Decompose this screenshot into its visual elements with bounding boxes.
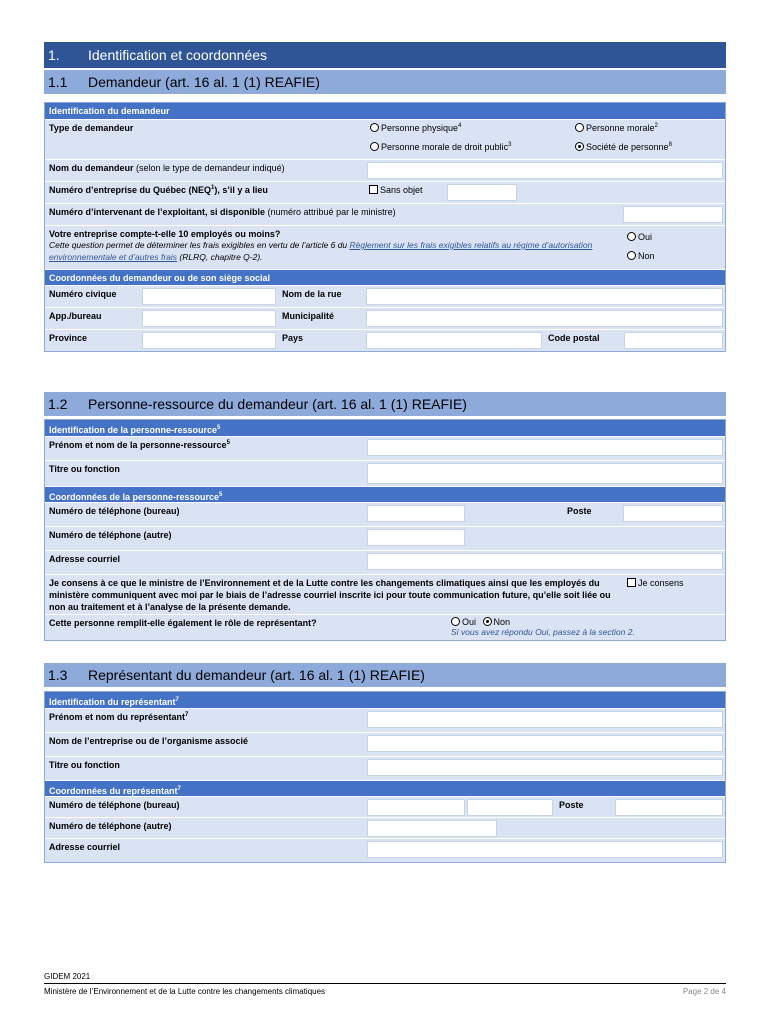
- rep-courriel-row: [45, 838, 725, 862]
- rue-label: Nom de la rue: [282, 289, 342, 299]
- titre-input[interactable]: [367, 463, 723, 484]
- app-input[interactable]: [142, 310, 276, 327]
- tel-autre-input[interactable]: [367, 529, 465, 546]
- section-number: 1.1: [48, 74, 68, 90]
- courriel-label: Adresse courriel: [49, 554, 121, 564]
- municipalite-input[interactable]: [366, 310, 723, 327]
- nom-demandeur-label: Nom du demandeur: [49, 163, 134, 173]
- section-1-1-header: [44, 70, 726, 94]
- radio-icon[interactable]: [451, 617, 460, 626]
- form-code: GIDEM 2021: [44, 972, 91, 981]
- option-personne-morale[interactable]: Personne morale$^2$: [575, 123, 658, 133]
- rep-courriel-label: Adresse courriel: [49, 842, 121, 852]
- section-1-header: [44, 42, 726, 68]
- rep-entreprise-label: Nom de l’entreprise ou de l’organisme associé: [49, 736, 249, 746]
- courriel-input[interactable]: [367, 553, 723, 570]
- titre-label: Titre ou fonction: [49, 464, 120, 474]
- representant-box: [44, 691, 726, 863]
- demandeur-box: [44, 102, 726, 352]
- option-droit-public[interactable]: Personne morale de droit public$^3$: [370, 142, 511, 152]
- table-header: Coordonnées du représentant$^7$: [45, 780, 725, 796]
- intervenant-row: [45, 203, 725, 225]
- option-oui[interactable]: Oui: [627, 228, 721, 247]
- intervenant-label: Numéro d’intervenant de l’exploitant, si disponible: [49, 207, 266, 217]
- intervenant-note: (numéro attribué par le ministre): [265, 207, 396, 217]
- municipalite-label: Municipalité: [282, 311, 335, 321]
- rep-tel-autre-label: Numéro de téléphone (autre): [49, 821, 172, 831]
- rep-tel-autre-input[interactable]: [367, 820, 497, 837]
- titre-row: [45, 460, 725, 486]
- table-header: Identification du demandeur: [45, 103, 725, 119]
- rep-courriel-input[interactable]: [367, 841, 723, 858]
- option-societe-personne[interactable]: Société de personne$^8$: [575, 142, 672, 152]
- radio-selected-icon[interactable]: [575, 142, 584, 151]
- section-title: Demandeur (art. 16 al. 1 (1) REAFIE): [88, 74, 320, 90]
- tel-bureau-row: [45, 502, 725, 526]
- radio-icon[interactable]: [370, 142, 379, 151]
- rep-poste-label: Poste: [559, 800, 584, 810]
- consent-option[interactable]: Je consens: [625, 575, 725, 614]
- rep-titre-input[interactable]: [367, 759, 723, 776]
- prenom-label: Prénom et nom de la personne-ressource$^5$: [49, 440, 230, 450]
- pays-input[interactable]: [366, 332, 542, 349]
- employes-options: [623, 226, 725, 269]
- table-header: Coordonnées de la personne-ressource$^5$: [45, 486, 725, 502]
- rep-prenom-label: Prénom et nom du représentant$^7$: [49, 712, 189, 722]
- civique-input[interactable]: [142, 288, 276, 305]
- nom-demandeur-row: [45, 159, 725, 181]
- rep-prenom-input[interactable]: [367, 711, 723, 728]
- section-1-2-header: [44, 392, 726, 416]
- nom-demandeur-input[interactable]: [367, 162, 723, 179]
- type-options: [367, 120, 725, 159]
- pays-label: Pays: [282, 333, 304, 343]
- personne-ressource-box: [44, 419, 726, 641]
- rep-tel-bureau-label: Numéro de téléphone (bureau): [49, 800, 180, 810]
- ministere-name: Ministère de l’Environnement et de la Lutte contre les changements climatiques: [44, 987, 326, 996]
- section-number: 1.3: [48, 667, 68, 683]
- app-label: App./bureau: [49, 311, 102, 321]
- province-input[interactable]: [142, 332, 276, 349]
- representant-question: Cette personne remplit-elle également le rôle de représentant?: [49, 618, 317, 628]
- rep-prenom-row: [45, 708, 725, 732]
- page-number: Page 2 de 4: [682, 987, 726, 996]
- option-personne-physique[interactable]: Personne physique$^4$: [370, 123, 461, 133]
- adresse-row-2: [45, 307, 725, 329]
- reglement-link[interactable]: Règlement sur les frais exigibles relatifs au régime d’autorisation environnementale et d’autres frais: [49, 240, 593, 262]
- neq-label: Numéro d’entreprise du Québec (NEQ$^1$), s’il y a lieu: [49, 185, 268, 195]
- prenom-input[interactable]: [367, 439, 723, 456]
- rep-titre-label: Titre ou fonction: [49, 760, 120, 770]
- province-label: Province: [49, 333, 88, 343]
- table-header: Coordonnées du demandeur ou de son siège social: [45, 269, 725, 285]
- adresse-row-1: [45, 285, 725, 307]
- consent-text: Je consens à ce que le ministre de l’Environnement et de la Lutte contre les changements climatiques ainsi que les employés du ministère communiquent avec moi par le biais de l’adresse courriel inscrite ici pour toute communication future, qu’elle soit liée ou non au traitement et à l’analyse de la présente demande.: [49, 578, 611, 612]
- employes-row: [45, 225, 725, 269]
- sans-objet-option[interactable]: Sans objet: [367, 182, 447, 203]
- representant-row: [45, 614, 725, 640]
- neq-input[interactable]: [447, 184, 517, 201]
- adresse-row-3: [45, 329, 725, 351]
- rue-input[interactable]: [366, 288, 723, 305]
- checkbox-icon[interactable]: [627, 578, 636, 587]
- tel-bureau-input[interactable]: [367, 505, 465, 522]
- section-title: Personne-ressource du demandeur (art. 16 al. 1 (1) REAFIE): [88, 396, 467, 412]
- type-demandeur-label: Type de demandeur: [49, 123, 134, 133]
- rep-entreprise-row: [45, 732, 725, 756]
- checkbox-icon[interactable]: [369, 185, 378, 194]
- radio-icon[interactable]: [575, 123, 584, 132]
- section-number: 1.2: [48, 396, 68, 412]
- neq-row: [45, 181, 725, 203]
- table-header: Identification de la personne-ressource$^5$: [45, 420, 725, 436]
- rep-tel-bureau-row: [45, 796, 725, 817]
- form-page: [44, 42, 726, 863]
- tel-autre-row: [45, 526, 725, 550]
- section-title: Identification et coordonnées: [88, 47, 268, 63]
- nom-demandeur-note: (selon le type de demandeur indiqué): [133, 163, 285, 173]
- section-number: 1.: [48, 47, 60, 63]
- civique-label: Numéro civique: [49, 289, 117, 299]
- option-oui[interactable]: Oui: [451, 617, 476, 627]
- page-footer: [44, 972, 726, 996]
- code-postal-label: Code postal: [548, 333, 600, 343]
- radio-selected-icon[interactable]: [483, 617, 492, 626]
- tel-autre-label: Numéro de téléphone (autre): [49, 530, 172, 540]
- radio-icon[interactable]: [627, 232, 636, 241]
- intervenant-input[interactable]: [623, 206, 723, 223]
- section-1-3-header: [44, 663, 726, 687]
- employes-label: Votre entreprise compte-t-elle 10 employés ou moins?: [49, 229, 281, 239]
- employes-note: Cette question permet de déterminer les frais exigibles en vertu de l’article 6 du Règlement sur les frais exigibles relatifs au régime d’autorisation environnementale et d’autres frais (RLRQ, chapitre Q-2).: [49, 240, 593, 262]
- type-demandeur-row: [45, 119, 725, 159]
- option-non[interactable]: Non: [483, 617, 511, 627]
- poste-label: Poste: [567, 506, 592, 516]
- rep-tel-autre-row: [45, 817, 725, 838]
- rep-tel-bureau-input[interactable]: [367, 799, 465, 816]
- prenom-row: [45, 436, 725, 460]
- rep-entreprise-input[interactable]: [367, 735, 723, 752]
- section-title: Représentant du demandeur (art. 16 al. 1 (1) REAFIE): [88, 667, 425, 683]
- rep-poste-input[interactable]: [615, 799, 723, 816]
- goto-section-note: Si vous avez répondu Oui, passez à la section 2.: [451, 627, 635, 637]
- option-non[interactable]: Non: [627, 247, 721, 266]
- table-header: Identification du représentant$^7$: [45, 692, 725, 708]
- tel-bureau-label: Numéro de téléphone (bureau): [49, 506, 180, 516]
- radio-icon[interactable]: [627, 251, 636, 260]
- radio-icon[interactable]: [370, 123, 379, 132]
- poste-input[interactable]: [623, 505, 723, 522]
- rep-titre-row: [45, 756, 725, 780]
- code-postal-input[interactable]: [624, 332, 723, 349]
- consent-row: [45, 574, 725, 614]
- courriel-row: [45, 550, 725, 574]
